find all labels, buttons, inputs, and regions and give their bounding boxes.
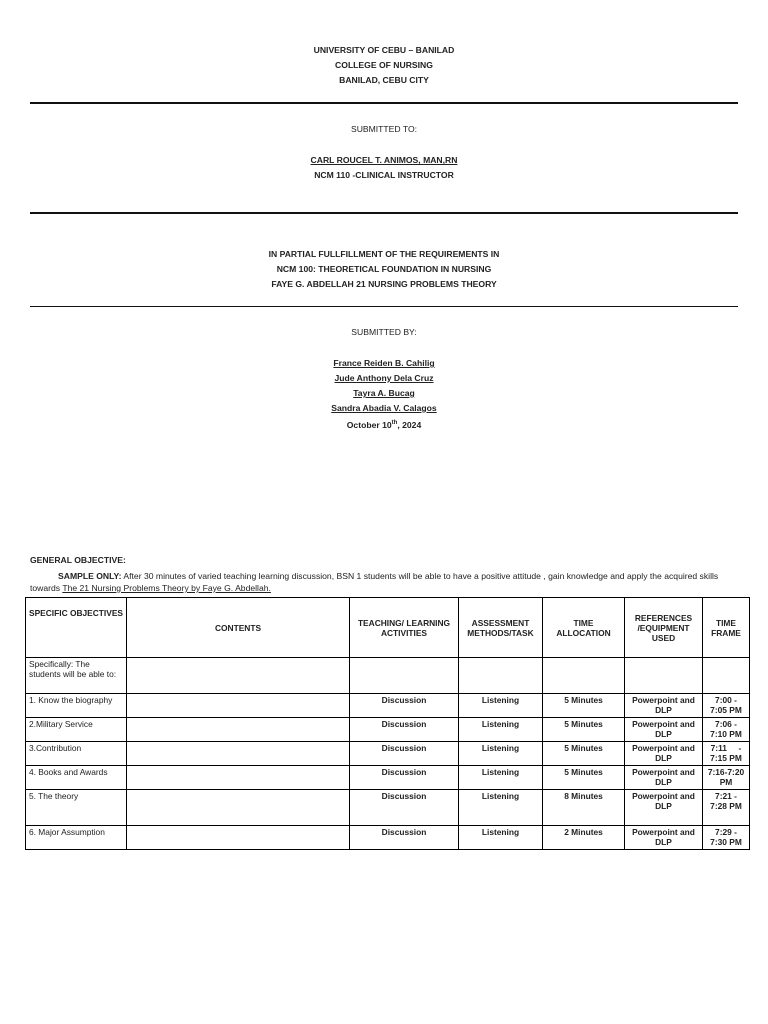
instructor-role: NCM 110 -CLINICAL INSTRUCTOR bbox=[314, 170, 454, 180]
instructor-name: CARL ROUCEL T. ANIMOS, MAN,RN bbox=[310, 155, 458, 165]
time-allocation-cell: 2 Minutes bbox=[543, 826, 625, 850]
teaching-cell: Discussion bbox=[350, 742, 459, 766]
assessment-cell: Listening bbox=[459, 766, 543, 790]
teaching-cell: Discussion bbox=[350, 694, 459, 718]
header-teaching-activities: TEACHING/ LEARNING ACTIVITIES bbox=[350, 598, 459, 658]
submitted-to-label: SUBMITTED TO: bbox=[350, 124, 418, 134]
submitted-to-section bbox=[0, 122, 768, 183]
table-header-row bbox=[26, 598, 750, 658]
assessment-cell: Listening bbox=[459, 826, 543, 850]
contents-cell bbox=[127, 766, 350, 790]
references-cell: Powerpoint and DLP bbox=[625, 766, 703, 790]
references-cell: Powerpoint and DLP bbox=[625, 718, 703, 742]
table-row bbox=[26, 742, 750, 766]
member-name: France Reiden B. Cahilig bbox=[333, 358, 435, 368]
time-frame-cell: 7:11 - 7:15 PM bbox=[703, 742, 750, 766]
table-row bbox=[26, 826, 750, 850]
table-row bbox=[26, 658, 750, 694]
header-specific-objectives: SPECIFIC OBJECTIVES bbox=[26, 598, 127, 658]
divider-line bbox=[30, 212, 738, 214]
member-name: Jude Anthony Dela Cruz bbox=[334, 373, 434, 383]
references-cell: Powerpoint and DLP bbox=[625, 694, 703, 718]
teaching-cell: Discussion bbox=[350, 826, 459, 850]
sample-only-label: SAMPLE ONLY: bbox=[58, 571, 122, 581]
member-name: Tayra A. Bucag bbox=[353, 388, 415, 398]
teaching-cell: Discussion bbox=[350, 790, 459, 826]
fulfillment-line-1: IN PARTIAL FULLFILLMENT OF THE REQUIREMENTS IN bbox=[268, 249, 500, 259]
document-header bbox=[0, 43, 768, 88]
objective-cell: 6. Major Assumption bbox=[26, 826, 127, 850]
theory-reference: The 21 Nursing Problems Theory by Faye G. Abdellah. bbox=[62, 583, 271, 593]
objective-cell: 4. Books and Awards bbox=[26, 766, 127, 790]
lesson-plan-table bbox=[25, 597, 750, 850]
college-name: COLLEGE OF NURSING bbox=[335, 60, 433, 70]
time-frame-cell: 7:21 - 7:28 PM bbox=[703, 790, 750, 826]
university-address: BANILAD, CEBU CITY bbox=[339, 75, 429, 85]
objective-body: After 30 minutes of varied teaching learning discussion, BSN 1 students will be able to have a positive attitude , gain knowledge and apply the acquired skills towards bbox=[30, 571, 719, 593]
references-cell: Powerpoint and DLP bbox=[625, 790, 703, 826]
objective-cell: 2.Military Service bbox=[26, 718, 127, 742]
objective-cell: 1. Know the biography bbox=[26, 694, 127, 718]
table-row bbox=[26, 790, 750, 826]
intro-cell: Specifically: The students will be able to: bbox=[26, 658, 127, 694]
assessment-cell: Listening bbox=[459, 790, 543, 826]
header-time-frame: TIME FRAME bbox=[703, 598, 750, 658]
objective-cell: 3.Contribution bbox=[26, 742, 127, 766]
time-frame-cell: 7:00 - 7:05 PM bbox=[703, 694, 750, 718]
teaching-cell: Discussion bbox=[350, 766, 459, 790]
contents-cell bbox=[127, 742, 350, 766]
member-name: Sandra Abadia V. Calagos bbox=[331, 403, 437, 413]
contents-cell bbox=[127, 694, 350, 718]
fulfillment-line-3: FAYE G. ABDELLAH 21 NURSING PROBLEMS THEORY bbox=[271, 279, 497, 289]
general-objective-text bbox=[30, 570, 742, 594]
contents-cell bbox=[127, 826, 350, 850]
time-allocation-cell: 5 Minutes bbox=[543, 718, 625, 742]
fulfillment-section bbox=[0, 247, 768, 292]
divider-line bbox=[30, 102, 738, 104]
university-name: UNIVERSITY OF CEBU – BANILAD bbox=[313, 45, 455, 55]
assessment-cell: Listening bbox=[459, 742, 543, 766]
contents-cell bbox=[127, 718, 350, 742]
time-allocation-cell: 5 Minutes bbox=[543, 766, 625, 790]
time-allocation-cell: 5 Minutes bbox=[543, 742, 625, 766]
header-references: REFERENCES /EQUIPMENT USED bbox=[625, 598, 703, 658]
table-row bbox=[26, 718, 750, 742]
header-contents: CONTENTS bbox=[127, 598, 350, 658]
time-allocation-cell: 5 Minutes bbox=[543, 694, 625, 718]
time-frame-cell: 7:06 - 7:10 PM bbox=[703, 718, 750, 742]
assessment-cell: Listening bbox=[459, 718, 543, 742]
general-objective-title: GENERAL OBJECTIVE: bbox=[30, 555, 126, 565]
submitted-by-section bbox=[0, 325, 768, 433]
teaching-cell: Discussion bbox=[350, 718, 459, 742]
time-allocation-cell: 8 Minutes bbox=[543, 790, 625, 826]
time-frame-cell: 7:29 - 7:30 PM bbox=[703, 826, 750, 850]
submission-date: October 10th, 2024 bbox=[346, 419, 422, 430]
contents-cell bbox=[127, 790, 350, 826]
header-time-allocation: TIME ALLOCATION bbox=[543, 598, 625, 658]
divider-line bbox=[30, 306, 738, 307]
table-row bbox=[26, 766, 750, 790]
submitted-by-label: SUBMITTED BY: bbox=[351, 327, 417, 337]
objective-cell: 5. The theory bbox=[26, 790, 127, 826]
header-assessment: ASSESSMENT METHODS/TASK bbox=[459, 598, 543, 658]
table-row bbox=[26, 694, 750, 718]
time-frame-cell: 7:16-7:20 PM bbox=[703, 766, 750, 790]
fulfillment-line-2: NCM 100: THEORETICAL FOUNDATION IN NURSING bbox=[276, 264, 492, 274]
assessment-cell: Listening bbox=[459, 694, 543, 718]
references-cell: Powerpoint and DLP bbox=[625, 826, 703, 850]
references-cell: Powerpoint and DLP bbox=[625, 742, 703, 766]
